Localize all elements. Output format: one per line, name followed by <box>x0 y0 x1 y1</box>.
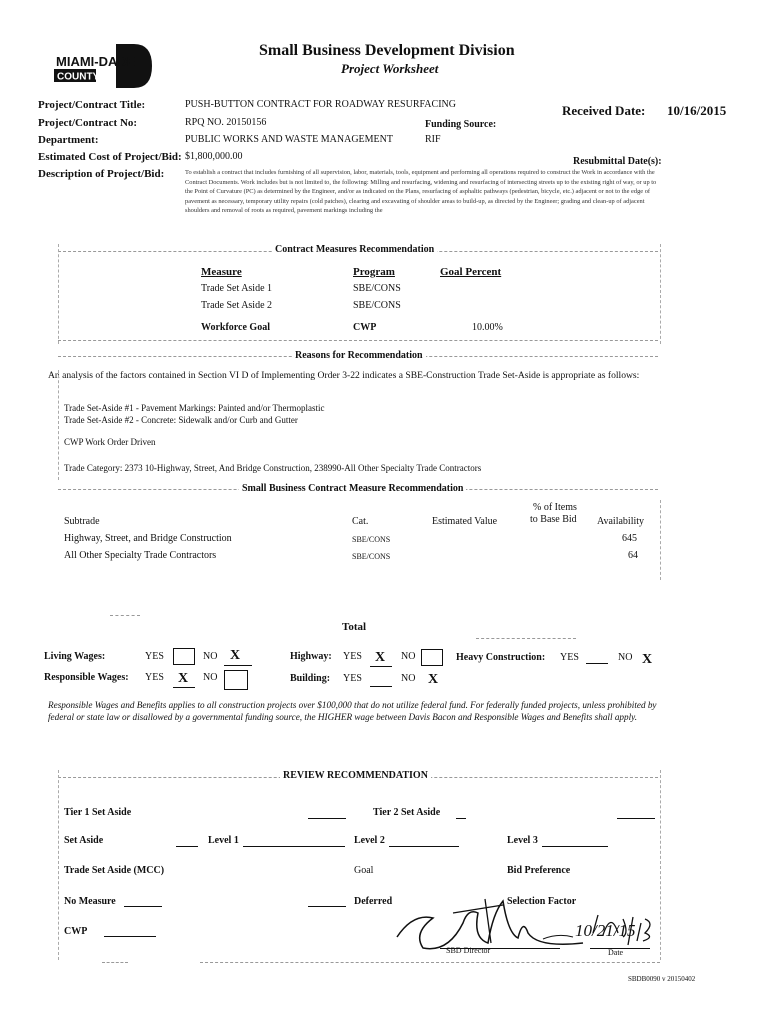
reasons-heading: Reasons for Recommendation <box>292 350 426 361</box>
highway-no-checkbox[interactable] <box>421 649 443 666</box>
logo-text-county: COUNTY <box>57 71 100 83</box>
cwp-work-order: CWP Work Order Driven <box>64 437 156 447</box>
department-code: RIF <box>425 134 441 145</box>
highway-label: Highway: <box>290 651 332 662</box>
living-wages-no-mark: X <box>230 648 241 663</box>
trade-set-aside-2: Trade Set-Aside #2 - Concrete: Sidewalk and/or Curb and Gutter <box>64 415 298 425</box>
resubmittal-date-label: Resubmittal Date(s): <box>573 156 662 167</box>
measure-row-2: Trade Set Aside 2 <box>201 300 273 311</box>
deferred-label: Deferred <box>354 896 393 907</box>
goal-col-header: Goal Percent <box>440 266 502 278</box>
responsible-yes-mark: X <box>178 671 189 686</box>
estimated-cost-value: $1,800,000.00 <box>185 151 243 162</box>
trade-category: Trade Category: 2373 10-Highway, Street, And Bridge Construction, 238990-All Other Specialty Trade Contractors <box>64 463 482 473</box>
miami-dade-county-logo <box>54 42 154 90</box>
highway-yes-mark: X <box>375 650 386 665</box>
availability-row-1: 645 <box>622 533 637 544</box>
living-wages-label: Living Wages: <box>44 651 106 662</box>
received-date-label: Received Date: <box>562 103 646 118</box>
estimated-value-col-header: Estimated Value <box>432 516 498 527</box>
subtrade-row-1: Highway, Street, and Bridge Construction <box>64 533 232 544</box>
received-date-value: 10/16/2015 <box>667 103 727 118</box>
department-label: Department: <box>38 134 99 146</box>
heavy-yes-label: YES <box>560 652 579 663</box>
funding-source-label: Funding Source: <box>425 119 497 130</box>
cwp-label: CWP <box>64 926 88 937</box>
reasons-analysis: An analysis of the factors contained in Section VI D of Implementing Order 3-22 indicates a SBE-Construction Trade Set-Aside is appropriate as follows: <box>48 370 640 381</box>
project-number-value: RPQ NO. 20150156 <box>185 117 267 128</box>
workforce-program: CWP <box>353 322 377 333</box>
heavy-construction-label: Heavy Construction: <box>456 652 546 663</box>
estimated-cost-label: Estimated Cost of Project/Bid: <box>38 151 182 163</box>
level-3-label: Level 3 <box>507 835 538 846</box>
measure-col-header: Measure <box>201 266 242 278</box>
form-code: SBDB0090 v 20150402 <box>628 975 696 983</box>
trade-set-aside-mcc-label: Trade Set Aside (MCC) <box>64 865 165 876</box>
building-no-mark: X <box>428 672 439 687</box>
tier-1-label: Tier 1 Set Aside <box>64 807 132 818</box>
cat-col-header: Cat. <box>352 516 369 527</box>
selection-factor-label: Selection Factor <box>507 896 577 907</box>
program-row-2: SBE/CONS <box>353 300 401 311</box>
highway-yes-label: YES <box>343 651 362 662</box>
heavy-no-mark: X <box>642 652 653 667</box>
director-signature <box>393 893 693 963</box>
signed-date: 10/21/15 <box>575 921 636 940</box>
trade-set-aside-1: Trade Set-Aside #1 - Pavement Markings: Painted and/or Thermoplastic <box>64 403 325 413</box>
description-value: To establish a contract that includes furnishing of all supervision, labor, materials, tools, equipment and performing all operations required to construct the Work in accordance with the Contract Documents. Work includes but is not limited to, the following: Milling and resurfacing, widening and resurfacing of intersecting streets up to the existing right of way, or up to the Point of Curvature (PC) as determined by the Engineer, and/or as indicated on the Plans, resurfacing of asphaltic pathways (pedestrian, bicycle, etc.) adjacent or not to the edge of pavement as necessary, temporary utility repairs (cold patches), clearing and excavating of shoulder areas to build-up, as directed by the Engineer; grading and clean-up of adjacent shoulders and removal of roots as required, pavement markings including the <box>185 169 657 215</box>
availability-row-2: 64 <box>628 550 638 561</box>
pct-base-bid-col-header: to Base Bid <box>530 514 577 525</box>
set-aside-label: Set Aside <box>64 835 104 846</box>
worksheet-subtitle: Project Worksheet <box>341 61 439 76</box>
highway-no-label: NO <box>401 651 416 662</box>
sbd-director-label: SBD Director <box>446 946 491 955</box>
division-title: Small Business Development Division <box>259 42 515 59</box>
department-value: PUBLIC WORKS AND WASTE MANAGEMENT <box>185 134 393 145</box>
workforce-goal-label: Workforce Goal <box>201 322 270 333</box>
sbc-measures-heading: Small Business Contract Measure Recommendation <box>239 483 466 494</box>
date-label: Date <box>608 948 624 957</box>
total-label: Total <box>342 621 367 633</box>
subtrade-row-2: All Other Specialty Trade Contractors <box>64 550 217 561</box>
wages-note: Responsible Wages and Benefits applies to all construction projects over $100,000 that do not utilize federal fund. For federally funded projects, unless prohibited by federal or state law or disallowed by a governmental funding source, the HIGHER wage between Davis Bacon and Responsible Wages and Benefits shall apply. <box>48 700 657 722</box>
living-wages-no-label: NO <box>203 651 218 662</box>
building-no-label: NO <box>401 673 416 684</box>
project-title-value: PUSH-BUTTON CONTRACT FOR ROADWAY RESURFACING <box>185 99 456 110</box>
program-row-1: SBE/CONS <box>353 283 401 294</box>
no-measure-label: No Measure <box>64 896 116 907</box>
availability-col-header: Availability <box>597 516 645 527</box>
workforce-goal-percent: 10.00% <box>472 322 503 333</box>
level-1-label: Level 1 <box>208 835 239 846</box>
project-title-label: Project/Contract Title: <box>38 99 146 111</box>
heavy-no-label: NO <box>618 652 633 663</box>
living-wages-yes-checkbox[interactable] <box>173 648 195 665</box>
responsible-no-checkbox[interactable] <box>224 670 248 690</box>
review-heading: REVIEW RECOMMENDATION <box>280 770 431 781</box>
building-label: Building: <box>290 673 331 684</box>
cat-row-2: SBE/CONS <box>352 552 391 561</box>
logo-text-miami-dade: MIAMI-DADE <box>56 54 136 69</box>
description-label: Description of Project/Bid: <box>38 168 165 180</box>
subtrade-col-header: Subtrade <box>64 516 100 527</box>
program-col-header: Program <box>353 266 395 278</box>
living-wages-yes-label: YES <box>145 651 164 662</box>
responsible-yes-label: YES <box>145 672 164 683</box>
level-2-label: Level 2 <box>354 835 385 846</box>
bid-preference-label: Bid Preference <box>507 865 571 876</box>
pct-items-col-header: % of Items <box>533 502 577 513</box>
measure-row-1: Trade Set Aside 1 <box>201 283 273 294</box>
project-number-label: Project/Contract No: <box>38 117 138 129</box>
goal-label: Goal <box>354 865 374 876</box>
tier-2-label: Tier 2 Set Aside <box>373 807 441 818</box>
responsible-wages-label: Responsible Wages: <box>44 672 129 683</box>
contract-measures-heading: Contract Measures Recommendation <box>272 244 437 255</box>
building-yes-label: YES <box>343 673 362 684</box>
responsible-no-label: NO <box>203 672 218 683</box>
cat-row-1: SBE/CONS <box>352 535 391 544</box>
